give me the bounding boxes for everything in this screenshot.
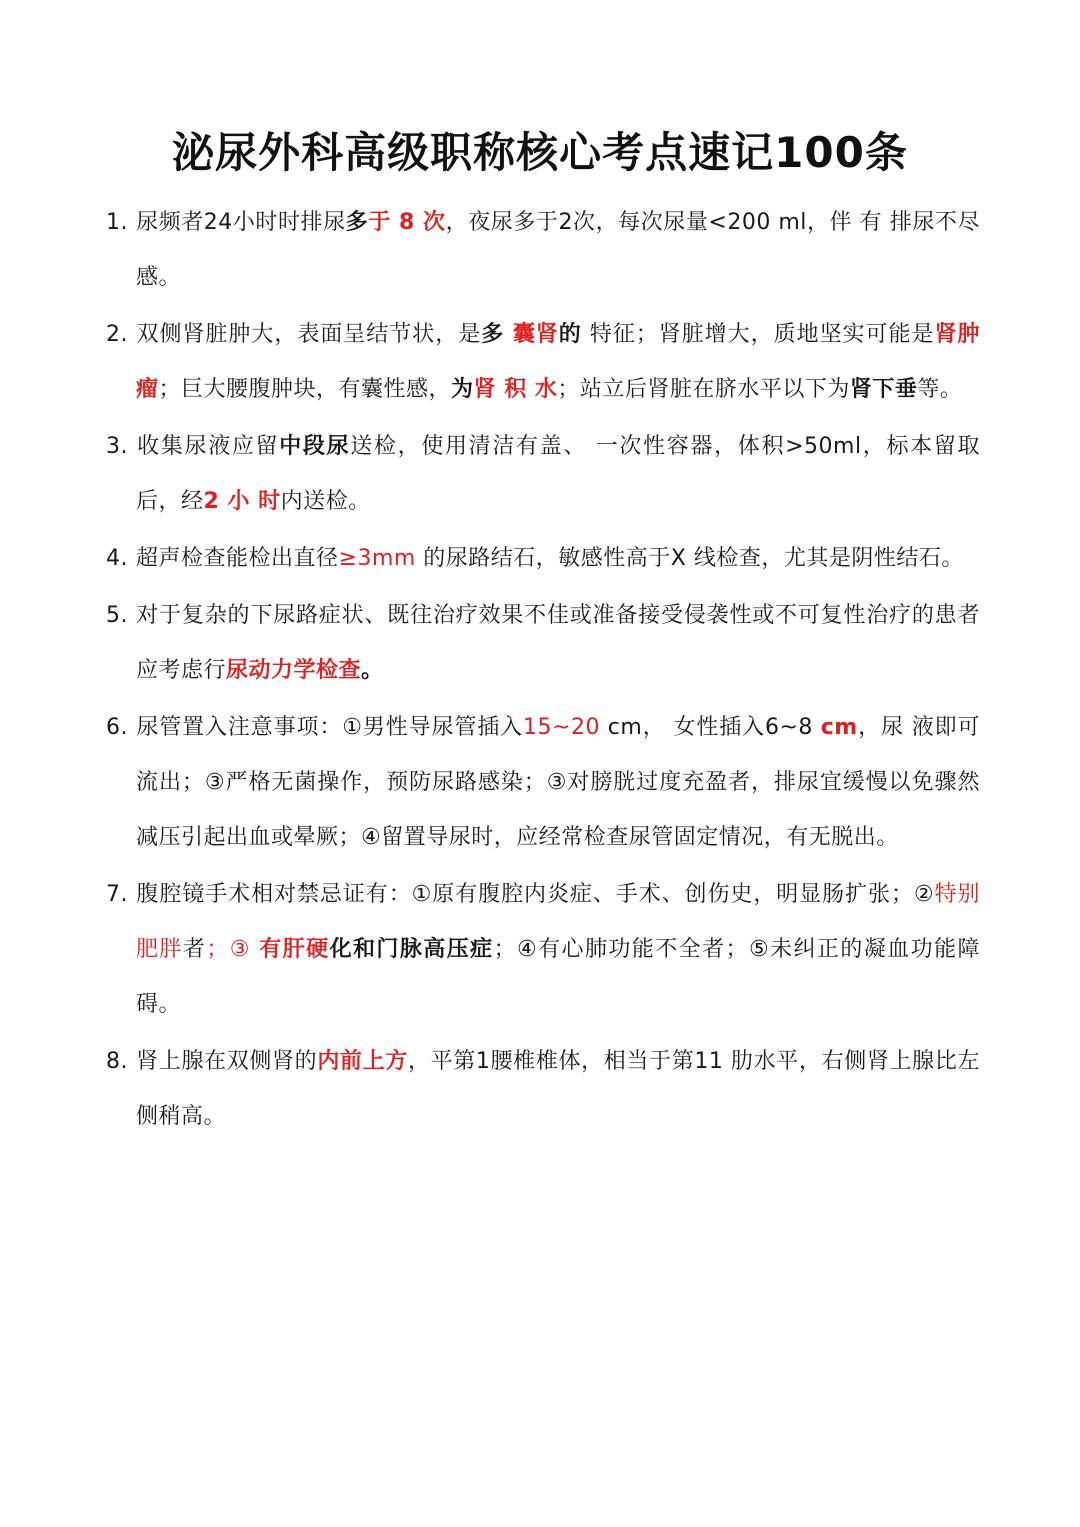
item-text: 尿管置入注意事项：①男性导尿管插入 [136,715,524,740]
item-highlight-text: 特别肥胖 [136,882,980,962]
item-text: cm， 女性插入6~8 [599,715,821,740]
item-text: ，平第1腰椎椎体，相当于第11 肋水平，右侧肾上腺比左侧稍高。 [136,1049,980,1129]
item-text: 对于复杂的下尿路症状、既往治疗效果不佳或准备接受侵袭性或不可复性治疗的患者应考虑行 [136,603,980,683]
list-item [96,867,980,1032]
item-text: 双侧肾脏肿大，表面呈结节状，是 [136,322,482,347]
item-highlight-text: ；③ [206,937,260,962]
list-item [96,588,980,698]
item-highlight-text: 于 8 次 [368,210,446,235]
list-item [96,1034,980,1144]
item-highlight-text: 15~20 [523,715,600,740]
list-item [96,307,980,417]
item-number: 7. [106,882,128,907]
list-item [96,531,980,586]
item-highlight-text: 的 [558,322,582,347]
item-number: 8. [106,1049,128,1074]
item-number: 6. [106,715,128,740]
list-item [96,195,980,305]
item-highlight-text: 。 [361,658,384,683]
item-text: 尿频者24小时时排尿 [136,210,346,235]
item-text: 腹腔镜手术相对禁忌证有：①原有腹腔内炎症、手术、创伤史，明显肠扩张；② [136,882,935,907]
item-text: 超声检查能检出直径 [136,546,339,571]
item-text: ；④有心肺功能不全者；⑤未纠正的凝血功能障碍。 [136,937,980,1017]
item-highlight-text: 为 [451,377,474,402]
item-highlight-text: 囊肾 [512,322,559,347]
list-item [96,419,980,529]
item-number: 1. [106,210,128,235]
item-number: 3. [106,434,128,459]
item-text: 肾上腺在双侧肾的 [136,1049,318,1074]
item-highlight-text: 肾 积 水 [473,377,558,402]
item-highlight-text: 化和门脉高压症 [329,937,494,962]
item-text: ，夜尿多于2次，每次尿量<200 ml，伴 有 排尿不尽感。 [136,210,980,290]
point-list [96,195,980,1146]
item-highlight-text: ≥3mm [338,546,416,571]
item-highlight-text: 内前上方 [317,1049,408,1074]
item-text: ；巨大腰腹肿块，有囊性感， [158,377,452,402]
item-highlight-text: 多 [481,322,513,347]
item-text: 等。 [917,377,963,402]
item-number: 2. [106,322,128,347]
item-highlight-text: 2 小 时 [203,489,281,514]
item-text: 收集尿液应留 [136,434,280,459]
item-text: 者 [182,937,207,962]
item-text: 送检，使用清洁有盖、 一次性容器，体积>50ml，标本留取后，经 [136,434,980,514]
item-text: 的尿路结石，敏感性高于X 线检查，尤其是阴性结石。 [415,546,964,571]
page-title: 泌尿外科高级职称核心考点速记100条 [172,128,908,177]
item-text: 内送检。 [280,489,371,514]
item-highlight-text: 肾下垂 [849,377,918,402]
item-number: 4. [106,546,128,571]
item-text: 特征；肾脏增大，质地坚实可能是 [581,322,935,347]
item-highlight-text: 尿动力学检查 [226,658,362,683]
item-highlight-text: 多 [345,210,369,235]
item-highlight-text: 有肝硬 [259,937,330,962]
item-text: ；站立后肾脏在脐水平以下为 [557,377,850,402]
item-highlight-text: 中段尿 [279,434,351,459]
item-highlight-text: 肾肿瘤 [136,322,980,402]
list-item [96,700,980,865]
item-number: 5. [106,603,128,628]
item-text: ，尿 液即可流出；③严格无菌操作，预防尿路感染；③对膀胱过度充盈者，排尿宜缓慢以免骤然减压引起出血或晕厥；④留置导尿时，应经常检查尿管固定情况，有无脱出。 [136,715,980,850]
item-highlight-text: cm [820,715,858,740]
